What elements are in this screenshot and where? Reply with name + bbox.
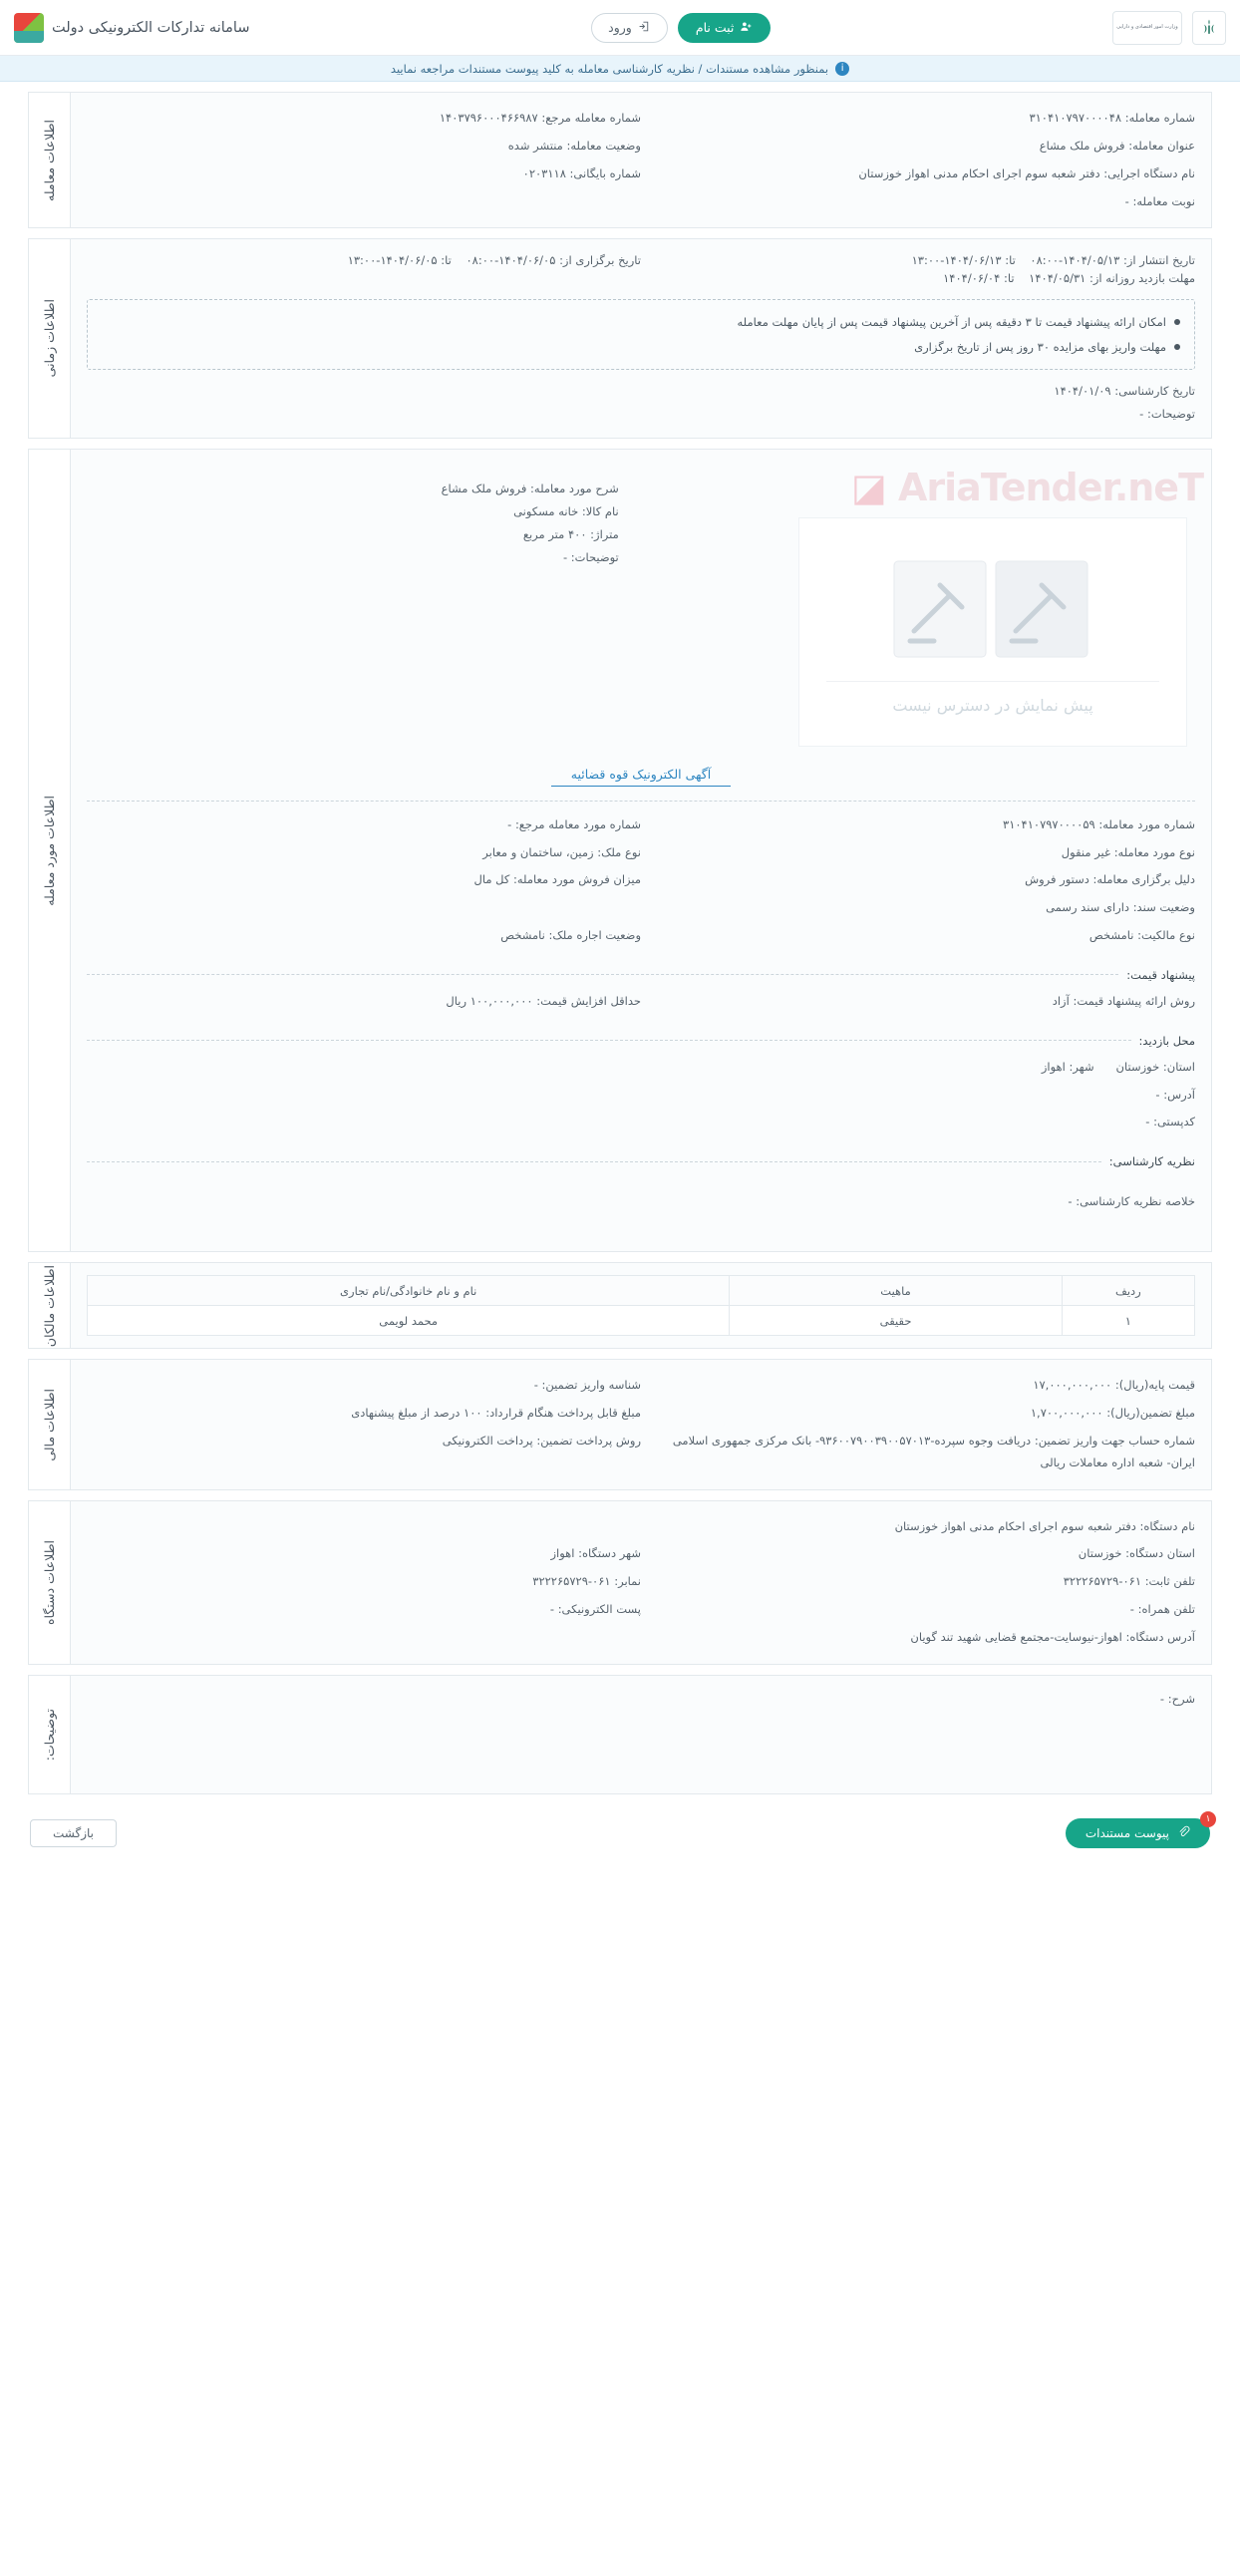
- doc-status-label: وضعیت سند:: [1132, 900, 1195, 915]
- agency-province: [641, 1540, 1195, 1568]
- panel-time-info: [28, 238, 1212, 438]
- subject-ref-number: [87, 811, 641, 839]
- ownership-type-value: نامشخص: [1088, 928, 1134, 943]
- owners-body: [71, 1263, 1211, 1348]
- judicial-ad-underline: [551, 786, 731, 787]
- guarantee-id-value: -: [533, 1378, 538, 1393]
- deal-turn-label: نوبت معامله:: [1132, 193, 1195, 208]
- deal-turn-value: -: [1124, 193, 1129, 208]
- info-icon: i: [835, 62, 849, 76]
- iran-emblem-icon: [1192, 11, 1226, 45]
- publish-to-label: تا:: [1005, 253, 1016, 268]
- panel-description: [28, 1675, 1212, 1794]
- guarantee-account-label: شماره حساب جهت واریز تضمین:: [1034, 1433, 1195, 1448]
- agency-city-label: شهر دستگاه:: [578, 1546, 641, 1561]
- panel-financial: [28, 1359, 1212, 1489]
- visit-city-value: اهواز: [1041, 1059, 1066, 1074]
- deal-archive-value: ۰۲۰۳۱۱۸: [522, 165, 566, 180]
- hold-to-value: ۱۴۰۴/۰۶/۰۵-۱۳:۰۰: [347, 253, 438, 268]
- agency-address-value: اهواز-نیوسایت-مجتمع قضایی شهید تند گویان: [910, 1630, 1122, 1644]
- guarantee-amount-value: ۱,۷۰۰,۰۰۰,۰۰۰: [1030, 1406, 1103, 1421]
- deal-ref-value: ۱۴۰۳۷۹۶۰۰۰۴۶۶۹۸۷: [439, 111, 538, 125]
- notice-text: بمنظور مشاهده مستندات / نظریه کارشناسی معامله به کلید پیوست مستندات مراجعه نمایید: [390, 61, 829, 76]
- notice-bar: [0, 56, 1240, 82]
- register-button[interactable]: [678, 13, 772, 43]
- agency-address-label: آدرس دستگاه:: [1125, 1630, 1195, 1644]
- hold-range: [87, 251, 641, 269]
- guarantee-method-label: روش پرداخت تضمین:: [536, 1433, 641, 1448]
- setad-logo-icon: [14, 13, 44, 43]
- base-price: [641, 1372, 1195, 1400]
- login-label: ورود: [608, 20, 632, 35]
- agency-city-value: اهواز: [550, 1546, 575, 1561]
- agency-mobile-value: -: [1129, 1602, 1134, 1617]
- deal-info-body: [71, 93, 1211, 227]
- description-label-text: توضیحات:: [42, 1708, 57, 1761]
- agency-fax-label: نمابر:: [614, 1574, 641, 1589]
- col-name: نام و نام خانوادگی/نام تجاری: [88, 1276, 730, 1306]
- visit-address-label: آدرس:: [1163, 1087, 1195, 1102]
- rent-status: [87, 922, 641, 950]
- subject-notes: [87, 546, 619, 569]
- agency-name-value: دفتر شعبه سوم اجرای احکام مدنی اهواز خوزستان: [894, 1518, 1136, 1533]
- visit-to-label: تا:: [1003, 271, 1015, 286]
- visit-city-label: شهر:: [1069, 1059, 1094, 1074]
- ownership-type-label: نوع مالکیت:: [1137, 928, 1195, 943]
- subject-goods-label: نام کالا:: [581, 503, 619, 518]
- guarantee-account-value: دریافت وجوه سپرده-۹۳۶۰۰۷۹۰۰۳۹۰۰۵۷۰۱۳- بانک مرکزی جمهوری اسلامی ایران- شعبه اداره معاملات ریالی: [672, 1433, 1195, 1469]
- hold-reason: [641, 866, 1195, 894]
- visit-from-label: مهلت بازدید روزانه از:: [1089, 271, 1195, 286]
- visit-province: [641, 1054, 1195, 1082]
- guarantee-account: [641, 1428, 1195, 1477]
- publish-from-label: تاریخ انتشار از:: [1123, 253, 1195, 268]
- doc-status-value: دارای سند رسمی: [1046, 900, 1130, 915]
- time-info-label-text: اطلاعات زمانی: [42, 299, 57, 378]
- expert-summary: [87, 1190, 1195, 1213]
- panel-label-agency: [29, 1501, 71, 1664]
- subject-notes-value: -: [562, 549, 568, 564]
- expert-date-label: تاریخ کارشناسی:: [1114, 383, 1195, 398]
- description-body: [71, 1676, 1211, 1793]
- user-plus-icon: [740, 20, 753, 36]
- deal-ref-number: [87, 105, 641, 133]
- agency-phone: [641, 1568, 1195, 1596]
- panel-agency: [28, 1500, 1212, 1665]
- time-notes-label: توضیحات:: [1146, 406, 1195, 421]
- visit-province-label: استان:: [1162, 1059, 1195, 1074]
- sale-extent-value: کل مال: [473, 872, 510, 887]
- time-rule-2-text: مهلت واریز بهای مزایده ۳۰ روز پس از تاریخ برگزاری: [914, 339, 1166, 354]
- deal-number: [641, 105, 1195, 133]
- login-button[interactable]: [591, 13, 668, 43]
- financial-body: [71, 1360, 1211, 1488]
- contract-payment-label: مبلغ قابل پرداخت هنگام قرارداد:: [485, 1406, 641, 1421]
- time-rule-2: [102, 335, 1180, 359]
- visit-to-value: ۱۴۰۴/۰۶/۰۴: [943, 271, 1001, 286]
- agency-province-value: خوزستان: [1078, 1546, 1122, 1561]
- agency-address: [87, 1624, 1195, 1652]
- subject-info-body: [71, 450, 1211, 1252]
- publish-to-value: ۱۴۰۴/۰۶/۱۳-۱۳:۰۰: [911, 253, 1002, 268]
- deal-archive-label: شماره بایگانی:: [569, 165, 641, 180]
- guarantee-amount: [641, 1400, 1195, 1428]
- top-bar: [0, 0, 1240, 56]
- deal-turn: [641, 188, 1195, 216]
- agency-city: [87, 1540, 641, 1568]
- deal-title-label: عنوان معامله:: [1128, 138, 1195, 153]
- deal-agency: [641, 161, 1195, 188]
- gov-logos: [1112, 11, 1226, 45]
- visit-postal-label: کدپستی:: [1153, 1115, 1195, 1129]
- subject-goods: [87, 500, 619, 523]
- deal-status-value: منتشر شده: [507, 138, 563, 153]
- visit-province-value: خوزستان: [1115, 1059, 1160, 1074]
- panel-owners: [28, 1262, 1212, 1349]
- guarantee-id-label: شناسه واریز تضمین:: [541, 1378, 641, 1393]
- visit-section-title: محل بازدید:: [1138, 1033, 1195, 1048]
- visit-postal-value: -: [1145, 1115, 1150, 1129]
- agency-body: [71, 1501, 1211, 1664]
- auth-buttons: [591, 13, 771, 43]
- min-increase-value: ۱۰۰,۰۰۰,۰۰۰ ریال: [446, 993, 533, 1008]
- panel-label-deal-info: [29, 93, 71, 227]
- visit-section-head: [87, 1034, 1195, 1048]
- guarantee-method-value: پرداخت الکترونیکی: [442, 1433, 533, 1448]
- site-title: سامانه تدارکات الکترونیکی دولت: [52, 19, 250, 36]
- deal-title-value: فروش ملک مشاع: [1039, 138, 1125, 153]
- agency-province-label: استان دستگاه:: [1125, 1546, 1195, 1561]
- subject-ref-value: -: [507, 816, 512, 831]
- content: [0, 82, 1240, 1794]
- property-type: [87, 839, 641, 867]
- agency-label-text: اطلاعات دستگاه: [42, 1539, 57, 1625]
- agency-fax: [87, 1568, 641, 1596]
- subject-goods-value: خانه مسکونی: [513, 503, 579, 518]
- register-label: ثبت نام: [695, 20, 735, 35]
- property-type-label: نوع ملک:: [597, 844, 641, 859]
- time-rule-1: [102, 310, 1180, 334]
- subject-area-value: ۴۰۰ متر مربع: [522, 526, 587, 541]
- guarantee-method: [87, 1428, 641, 1477]
- min-increase-label: حداقل افزایش قیمت:: [536, 993, 641, 1008]
- deal-title: [641, 133, 1195, 161]
- owners-header-row: [88, 1276, 1195, 1306]
- agency-email: [87, 1596, 641, 1624]
- visit-from-value: ۱۴۰۴/۰۵/۳۱: [1029, 271, 1086, 286]
- subject-info-label-text: اطلاعات مورد معامله: [42, 795, 57, 906]
- visit-postal: [641, 1109, 1195, 1136]
- agency-name-label: نام دستگاه:: [1139, 1518, 1195, 1533]
- agency-mobile: [641, 1596, 1195, 1624]
- bullet-dot-icon: [1174, 344, 1180, 350]
- expert-section-title: نظریه کارشناسی:: [1108, 1154, 1195, 1169]
- subject-area-label: متراژ:: [590, 526, 619, 541]
- description-field: [87, 1688, 1195, 1711]
- rent-status-label: وضعیت اجاره ملک:: [548, 928, 641, 943]
- property-type-value: زمین، ساختمان و معابر: [482, 844, 594, 859]
- panel-subject-info: [28, 449, 1212, 1253]
- subject-type-value: غیر منقول: [1061, 844, 1111, 859]
- visit-address-value: -: [1155, 1087, 1160, 1102]
- visit-address: [641, 1082, 1195, 1110]
- preview-placeholder: [798, 517, 1187, 747]
- col-index: ردیف: [1062, 1276, 1194, 1306]
- attach-badge: ۱: [1200, 1811, 1216, 1827]
- financial-label-text: اطلاعات مالی: [42, 1388, 57, 1461]
- back-button[interactable]: [30, 1819, 117, 1847]
- panel-label-description: [29, 1676, 71, 1793]
- deal-status: [87, 133, 641, 161]
- back-label: بازگشت: [53, 1825, 94, 1840]
- price-section-title: پیشنهاد قیمت:: [1126, 967, 1195, 982]
- sale-extent: [87, 866, 641, 894]
- deal-status-label: وضعیت معامله:: [566, 138, 641, 153]
- expert-summary-value: -: [1068, 1194, 1073, 1209]
- base-price-value: ۱۷,۰۰۰,۰۰۰,۰۰۰: [1033, 1378, 1112, 1393]
- subject-pairs: [87, 811, 1195, 950]
- judicial-ad-title[interactable]: آگهی الکترونیک قوه قضائیه: [570, 766, 712, 782]
- hold-reason-label: دلیل برگزاری معامله:: [1092, 872, 1195, 887]
- subject-number-label: شماره مورد معامله:: [1098, 816, 1195, 831]
- ministry-text: وزارت امور اقتصادی و دارایی: [1116, 24, 1178, 31]
- subject-notes-label: توضیحات:: [570, 549, 619, 564]
- col-nature: ماهیت: [730, 1276, 1062, 1306]
- agency-phone-label: تلفن ثابت:: [1144, 1574, 1195, 1589]
- contract-payment-value: ۱۰۰ درصد از مبلغ پیشنهادی: [351, 1406, 482, 1421]
- subject-area: [87, 523, 619, 546]
- publish-range: [641, 251, 1195, 269]
- attach-label: پیوست مستندات: [1085, 1825, 1169, 1840]
- price-method: [641, 988, 1195, 1016]
- time-rule-1-text: امکان ارائه پیشنهاد قیمت تا ۳ دقیقه پس از آخرین پیشنهاد قیمت پس از پایان مهلت معامله: [737, 315, 1166, 330]
- subject-ref-label: شماره مورد معامله مرجع:: [514, 816, 641, 831]
- publish-from-value: ۱۴۰۴/۰۵/۱۳-۰۸:۰۰: [1030, 253, 1120, 268]
- hold-to-label: تا:: [441, 253, 452, 268]
- subject-type-label: نوع مورد معامله:: [1113, 844, 1195, 859]
- subject-number-value: ۳۱۰۴۱۰۷۹۷۰۰۰۰۵۹: [1003, 816, 1095, 831]
- table-row: [88, 1306, 1195, 1336]
- panel-label-owners: [29, 1263, 71, 1348]
- agency-name: [87, 1513, 1195, 1541]
- paperclip-icon: [1177, 1825, 1190, 1841]
- expert-date: [87, 380, 1195, 403]
- hold-reason-value: دستور فروش: [1025, 872, 1089, 887]
- subject-desc-value: فروش ملک مشاع: [441, 481, 527, 495]
- ownership-type: [641, 922, 1195, 950]
- expert-section-head: [87, 1154, 1195, 1168]
- time-notes-value: -: [1139, 406, 1144, 421]
- divider-1: [87, 801, 1195, 802]
- cell-name: محمد لویمی: [88, 1306, 730, 1336]
- owners-label-text: اطلاعات مالکان: [42, 1264, 57, 1347]
- subject-summary: [87, 462, 619, 761]
- expert-summary-label: خلاصه نظریه کارشناسی:: [1076, 1194, 1195, 1209]
- brand[interactable]: [14, 13, 250, 43]
- agency-fax-value: ۰۶۱-۳۲۲۲۶۵۷۲۹: [532, 1574, 611, 1589]
- time-rules-box: [87, 299, 1195, 369]
- deal-agency-value: دفتر شعبه سوم اجرای احکام مدنی اهواز خوزستان: [858, 165, 1100, 180]
- login-arrow-icon: [638, 20, 651, 36]
- expert-date-value: ۱۴۰۴/۰۱/۰۹: [1054, 383, 1111, 398]
- price-method-value: آزاد: [1052, 993, 1070, 1008]
- guarantee-amount-label: مبلغ تضمین(ریال):: [1106, 1406, 1195, 1421]
- rent-status-value: نامشخص: [500, 928, 545, 943]
- hold-from-value: ۱۴۰۴/۰۶/۰۵-۰۸:۰۰: [465, 253, 556, 268]
- hold-from-label: تاریخ برگزاری از:: [559, 253, 641, 268]
- deal-agency-label: نام دستگاه اجرایی:: [1103, 165, 1195, 180]
- panel-label-subject-info: [29, 450, 71, 1252]
- subject-desc: [87, 478, 619, 500]
- gavel-placeholder-icon: [888, 549, 1097, 669]
- owners-table: [87, 1275, 1195, 1336]
- agency-mobile-label: تلفن همراه:: [1137, 1602, 1195, 1617]
- min-increase: [87, 988, 641, 1016]
- agency-email-value: -: [549, 1602, 555, 1617]
- watermark-text: ◪ AriaTender.neT: [850, 465, 1203, 509]
- ministry-badge-icon: [1112, 11, 1182, 45]
- panel-label-financial: [29, 1360, 71, 1488]
- deal-archive: [87, 161, 641, 188]
- subject-summary-row: [87, 462, 1203, 761]
- deal-number-value: ۳۱۰۴۱۰۷۹۷۰۰۰۰۴۸: [1029, 111, 1122, 125]
- subject-type: [641, 839, 1195, 867]
- description-label: شرح:: [1167, 1691, 1195, 1706]
- price-method-label: روش ارائه پیشنهاد قیمت:: [1073, 993, 1195, 1008]
- base-price-label: قیمت پایه(ریال):: [1114, 1378, 1195, 1393]
- panel-label-time-info: [29, 239, 71, 437]
- guarantee-id: [87, 1372, 641, 1400]
- deal-ref-label: شماره معامله مرجع:: [541, 111, 641, 125]
- cell-nature: حقیقی: [730, 1306, 1062, 1336]
- deal-info-label-text: اطلاعات معامله: [42, 119, 57, 201]
- time-info-body: [71, 239, 1211, 437]
- footer-bar: [0, 1804, 1240, 1870]
- contract-payment: [87, 1400, 641, 1428]
- bullet-dot-icon: [1174, 319, 1180, 325]
- agency-phone-value: ۰۶۱-۳۲۲۲۶۵۷۲۹: [1063, 1574, 1142, 1589]
- doc-status: [641, 894, 1195, 922]
- agency-email-label: پست الکترونیکی:: [557, 1602, 641, 1617]
- panel-deal-info: [28, 92, 1212, 228]
- preview-area: [619, 462, 1203, 761]
- sale-extent-label: میزان فروش مورد معامله:: [512, 872, 641, 887]
- subject-desc-label: شرح مورد معامله:: [530, 481, 619, 495]
- time-notes: [87, 403, 1195, 426]
- price-section-head: [87, 968, 1195, 982]
- cell-index: ۱: [1062, 1306, 1194, 1336]
- preview-caption: پیش نمایش در دسترس نیست: [892, 695, 1093, 715]
- description-value: -: [1159, 1691, 1165, 1706]
- attach-documents-button[interactable]: [1066, 1813, 1211, 1848]
- visit-range: [641, 269, 1195, 287]
- deal-number-label: شماره معامله:: [1124, 111, 1195, 125]
- subject-number: [641, 811, 1195, 839]
